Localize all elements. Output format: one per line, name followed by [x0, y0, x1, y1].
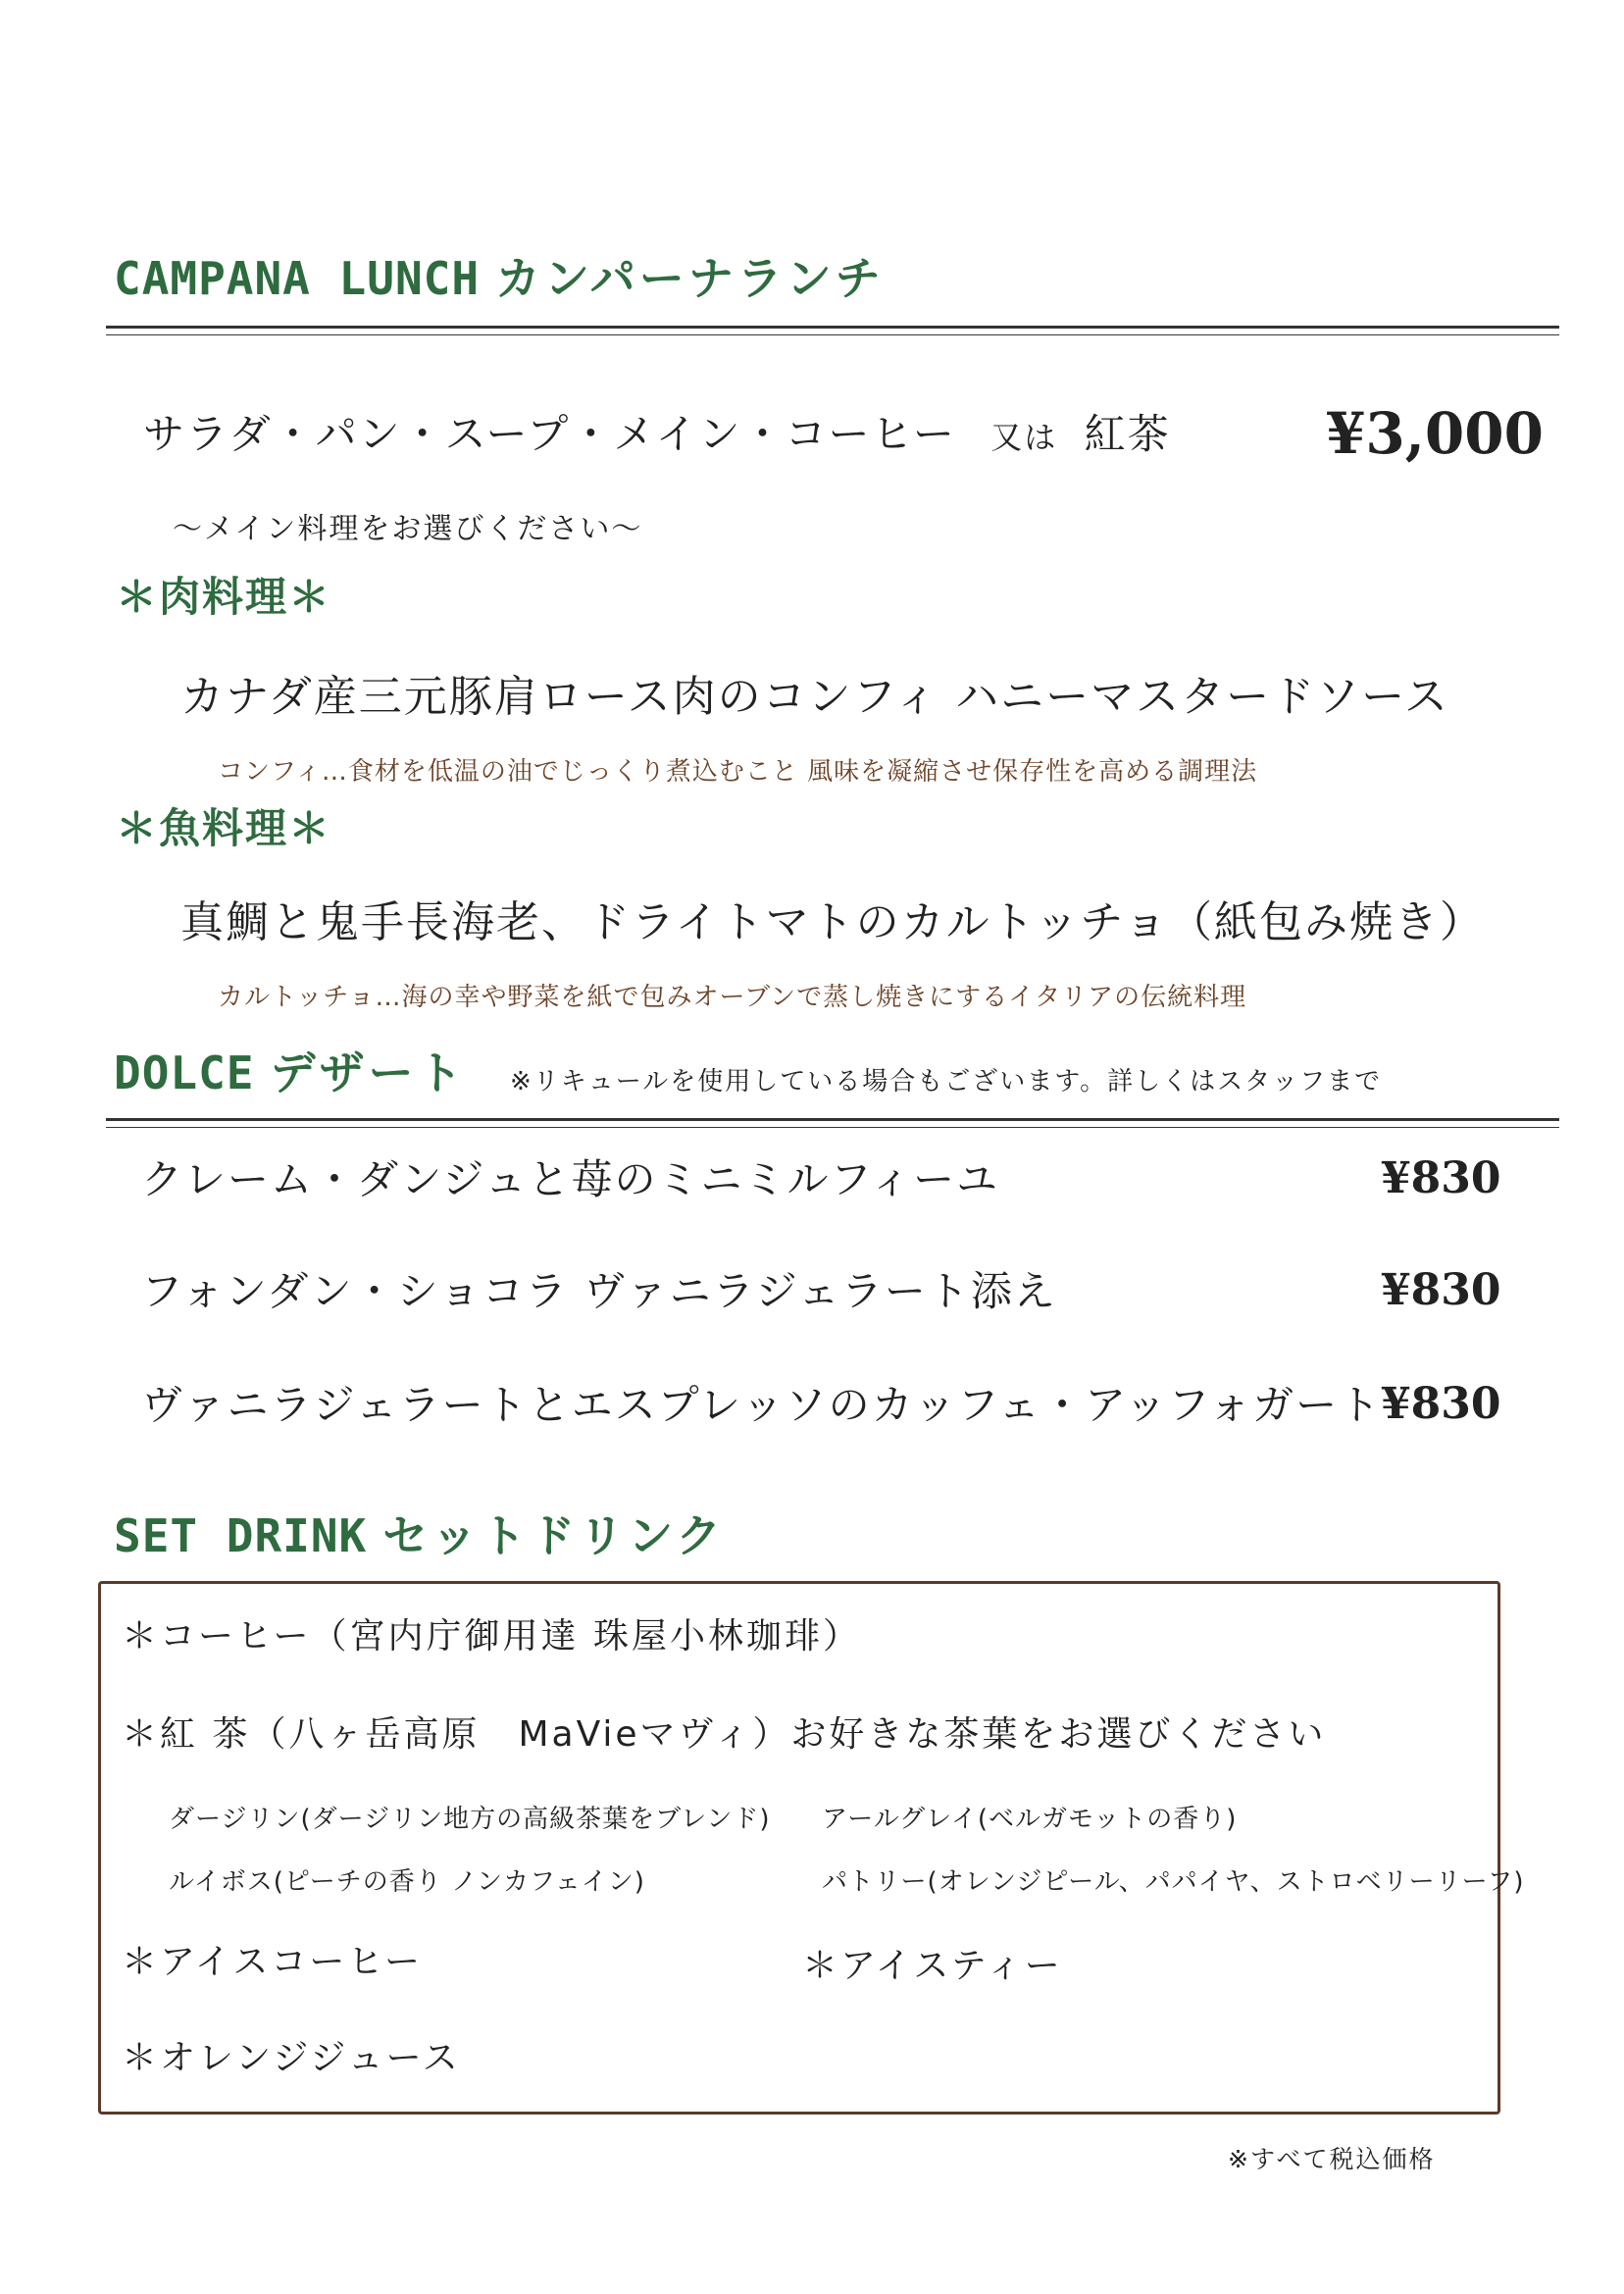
tea-option-earl-grey: アールグレイ(ベルガモットの香り): [822, 1805, 1238, 1834]
drink-orange-juice: ＊オレンジジュース: [122, 2038, 461, 2078]
dolce-item-2-price: ¥830: [1381, 1265, 1501, 1315]
lunch-rule-top: [106, 326, 1559, 329]
meat-heading: ＊肉料理＊: [116, 573, 332, 621]
drink-coffee: ＊コーヒー（宮内庁御用達 珠屋小林珈琲）: [122, 1616, 862, 1657]
lunch-course-or: 又は: [990, 419, 1058, 456]
drink-title-jp: セットドリンク: [382, 1509, 726, 1562]
dolce-title-en: DOLCE: [114, 1046, 255, 1099]
meat-note: コンフィ…食材を低温の油でじっくり煮込むこと 風味を凝縮させ保存性を高める調理法: [218, 757, 1258, 787]
choose-main-label: 〜メイン料理をお選びください〜: [173, 512, 643, 546]
lunch-course-tea: 紅茶: [1084, 410, 1171, 458]
dolce-rule-bottom: [106, 1127, 1559, 1128]
tax-included-note: ※すべて税込価格: [1228, 2145, 1436, 2173]
fish-heading: ＊魚料理＊: [116, 804, 332, 852]
dolce-section-title: [114, 1038, 466, 1102]
meat-dish: カナダ産三元豚肩ロース肉のコンフィ ハニーマスタードソース: [180, 672, 1449, 722]
dolce-item-3-price: ¥830: [1381, 1379, 1501, 1429]
drink-iced-tea: ＊アイスティー: [802, 1946, 1063, 1986]
lunch-section-title: [114, 243, 885, 308]
drink-section-title: [114, 1501, 725, 1565]
lunch-course-items: サラダ・パン・スープ・メイン・コーヒー: [143, 410, 956, 458]
dolce-item-2-name: フォンダン・ショコラ ヴァニラジェラート添え: [141, 1267, 1057, 1315]
lunch-price: ¥3,000: [1326, 400, 1544, 467]
drink-title-en: SET DRINK: [114, 1509, 368, 1562]
tea-option-rooibos: ルイボス(ピーチの香り ノンカフェイン): [169, 1867, 645, 1897]
lunch-rule-bottom: [106, 334, 1559, 335]
dolce-title-jp: デザート: [270, 1046, 467, 1099]
lunch-course: [143, 402, 1171, 461]
drink-iced-coffee: ＊アイスコーヒー: [122, 1942, 423, 1982]
dolce-rule-top: [106, 1118, 1559, 1121]
lunch-title-jp: カンパーナランチ: [495, 252, 885, 305]
drink-tea: ＊紅 茶（八ヶ岳高原 MaVieマヴィ）お好きな茶葉をお選びください: [122, 1714, 1327, 1755]
lunch-title-en: CAMPANA LUNCH: [114, 252, 481, 305]
dolce-item-1-name: クレーム・ダンジュと苺のミニミルフィーユ: [141, 1155, 1000, 1203]
fish-dish: 真鯛と鬼手長海老、ドライトマトのカルトッチョ（紙包み焼き）: [180, 897, 1486, 947]
tea-option-patry: パトリー(オレンジピール、パパイヤ、ストロベリーリーフ): [822, 1867, 1525, 1897]
tea-option-darjeeling: ダージリン(ダージリン地方の高級茶葉をブレンド): [169, 1805, 771, 1834]
dolce-item-3-name: ヴァニラジェラートとエスプレッソのカッフェ・アッフォガート: [141, 1381, 1383, 1429]
dolce-item-1-price: ¥830: [1381, 1153, 1501, 1203]
fish-note: カルトッチョ…海の幸や野菜を紙で包みオーブンで蒸し焼きにするイタリアの伝統料理: [218, 983, 1247, 1012]
dolce-notice: ※リキュールを使用している場合もございます。詳しくはスタッフまで: [510, 1067, 1383, 1096]
